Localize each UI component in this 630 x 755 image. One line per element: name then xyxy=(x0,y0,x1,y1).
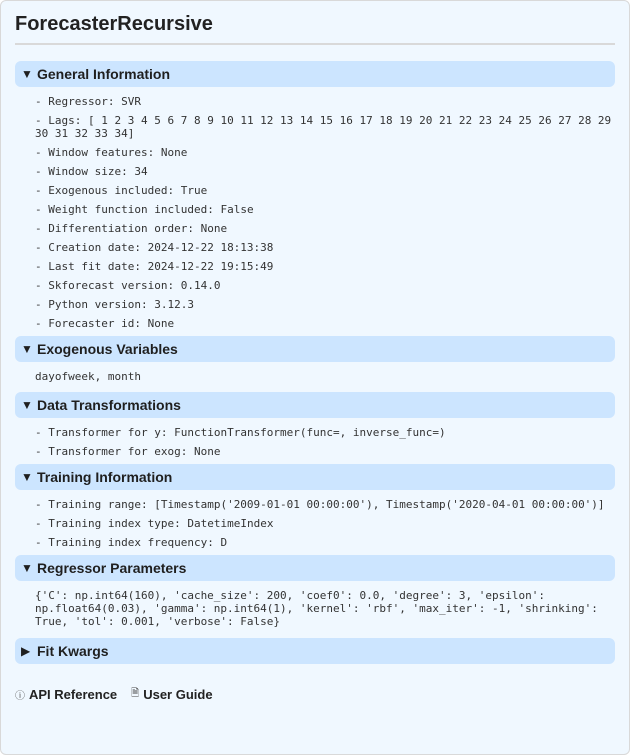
info-value: False xyxy=(220,203,254,216)
info-key: Window features xyxy=(48,146,148,159)
separator: : xyxy=(180,445,194,458)
info-value: None xyxy=(160,146,188,159)
bullet-dash: - xyxy=(35,260,49,273)
transformations-list xyxy=(35,426,615,458)
separator: : xyxy=(134,241,148,254)
bullet-dash: - xyxy=(35,146,49,159)
info-item xyxy=(35,146,615,159)
section-regressor-body xyxy=(15,581,615,628)
separator: : xyxy=(134,260,148,273)
info-item xyxy=(35,241,615,254)
info-item xyxy=(35,260,615,273)
info-key: Transformer for y xyxy=(48,426,161,439)
info-item xyxy=(35,426,615,439)
separator: : xyxy=(140,498,155,511)
info-value: 3.12.3 xyxy=(154,298,194,311)
bullet-dash: - xyxy=(35,298,49,311)
separator: : xyxy=(207,536,221,549)
info-value: [ 1 2 3 4 5 6 7 8 9 10 11 12 13 14 15 16 17 18 19 20 21 22 23 24 25 26 27 28 29 30 31 32 33 34] xyxy=(35,114,612,140)
regressor-params-text: {'C': np.int64(160), 'cache_size': 200, 'coef0': 0.0, 'degree': 3, 'epsilon': np.float64(0.03), 'gamma': np.int64(1), 'kernel': 'rbf', 'max_iter': -1, 'shrinking': True, 'tol': 0.001, 'verbose': False} xyxy=(35,589,605,628)
document-icon: 🗎 xyxy=(131,688,140,699)
section-training-body xyxy=(15,490,615,549)
info-item xyxy=(35,203,615,216)
info-item xyxy=(35,95,615,108)
bullet-dash: - xyxy=(35,165,49,178)
section-general-information[interactable] xyxy=(15,61,615,87)
info-item xyxy=(35,445,615,458)
info-value: [Timestamp('2009-01-01 00:00:00'), Timestamp('2020-04-01 00:00:00')] xyxy=(154,498,605,511)
info-key: Exogenous included xyxy=(48,184,168,197)
triangle-down-icon: ▼ xyxy=(21,398,33,412)
separator: : xyxy=(140,298,155,311)
section-transformations-body xyxy=(15,418,615,458)
info-value: None xyxy=(147,317,175,330)
section-regressor-parameters[interactable] xyxy=(15,555,615,581)
info-key: Creation date xyxy=(48,241,135,254)
info-item xyxy=(35,298,615,311)
separator: : xyxy=(147,146,161,159)
info-value: 34 xyxy=(134,165,148,178)
bullet-dash: - xyxy=(35,222,49,235)
info-item xyxy=(35,222,615,235)
separator: : xyxy=(187,222,201,235)
info-value: 2024-12-22 19:15:49 xyxy=(147,260,274,273)
separator: : xyxy=(174,517,188,530)
bullet-dash: - xyxy=(35,279,49,292)
separator: : xyxy=(167,279,181,292)
info-value: FunctionTransformer(func=, inverse_func=) xyxy=(174,426,446,439)
info-item xyxy=(35,317,615,330)
general-info-list xyxy=(35,95,615,330)
footer-links xyxy=(15,686,615,703)
bullet-dash: - xyxy=(35,536,49,549)
section-general-body xyxy=(15,87,615,330)
info-item xyxy=(35,165,615,178)
section-data-transformations[interactable] xyxy=(15,392,615,418)
info-key: Training index frequency xyxy=(48,536,208,549)
info-key: Python version xyxy=(48,298,141,311)
separator: : xyxy=(167,184,181,197)
info-value: 0.14.0 xyxy=(180,279,221,292)
triangle-down-icon: ▼ xyxy=(21,561,33,575)
info-value: True xyxy=(180,184,208,197)
info-key: Forecaster id xyxy=(48,317,135,330)
info-key: Window size xyxy=(48,165,122,178)
triangle-down-icon: ▼ xyxy=(21,342,33,356)
info-value: D xyxy=(220,536,228,549)
user-guide-link[interactable] xyxy=(131,686,212,703)
section-label: Training Information xyxy=(37,469,173,485)
info-item xyxy=(35,536,615,549)
info-value: SVR xyxy=(121,95,141,108)
section-label: Exogenous Variables xyxy=(37,341,178,357)
triangle-down-icon: ▼ xyxy=(21,67,33,81)
info-key: Regressor xyxy=(48,95,108,108)
info-key: Training index type xyxy=(48,517,175,530)
info-key: Differentiation order xyxy=(48,222,188,235)
section-label: Data Transformations xyxy=(37,397,181,413)
bullet-dash: - xyxy=(35,114,49,127)
info-icon: ⓘ xyxy=(15,691,25,702)
triangle-down-icon: ▼ xyxy=(21,470,33,484)
exogenous-list-text: dayofweek, month xyxy=(35,370,141,383)
api-reference-label: API Reference xyxy=(29,687,118,702)
info-key: Training range xyxy=(48,498,141,511)
section-fit-kwargs[interactable] xyxy=(15,638,615,664)
training-info-list xyxy=(35,498,615,549)
info-key: Weight function included xyxy=(48,203,208,216)
bullet-dash: - xyxy=(35,317,49,330)
info-item xyxy=(35,279,615,292)
section-training-information[interactable] xyxy=(15,464,615,490)
info-item xyxy=(35,184,615,197)
section-exogenous-body xyxy=(15,362,615,384)
page-title: ForecasterRecursive xyxy=(15,11,615,45)
separator: : xyxy=(121,165,135,178)
user-guide-label: User Guide xyxy=(143,687,213,702)
section-label: Regressor Parameters xyxy=(37,560,187,576)
section-label: Fit Kwargs xyxy=(37,643,109,659)
separator: : xyxy=(107,95,122,108)
section-label: General Information xyxy=(37,66,171,82)
triangle-right-icon: ▶ xyxy=(21,644,31,658)
bullet-dash: - xyxy=(35,203,49,216)
separator: : xyxy=(160,426,175,439)
info-key: Skforecast version xyxy=(48,279,168,292)
bullet-dash: - xyxy=(35,426,49,439)
info-key: Lags xyxy=(48,114,75,127)
bullet-dash: - xyxy=(35,184,49,197)
bullet-dash: - xyxy=(35,95,49,108)
info-value: DatetimeIndex xyxy=(187,517,274,530)
bullet-dash: - xyxy=(35,517,49,530)
separator: : xyxy=(207,203,221,216)
info-item xyxy=(35,498,615,511)
bullet-dash: - xyxy=(35,498,49,511)
info-item xyxy=(35,114,615,140)
bullet-dash: - xyxy=(35,241,49,254)
api-reference-link[interactable] xyxy=(15,687,117,702)
section-exogenous-variables[interactable] xyxy=(15,336,615,362)
bullet-dash: - xyxy=(35,445,49,458)
info-value: None xyxy=(193,445,221,458)
info-item xyxy=(35,517,615,530)
separator: : xyxy=(74,114,88,127)
info-key: Last fit date xyxy=(48,260,135,273)
separator: : xyxy=(134,317,148,330)
info-value: 2024-12-22 18:13:38 xyxy=(147,241,274,254)
info-key: Transformer for exog xyxy=(48,445,181,458)
info-value: None xyxy=(200,222,228,235)
